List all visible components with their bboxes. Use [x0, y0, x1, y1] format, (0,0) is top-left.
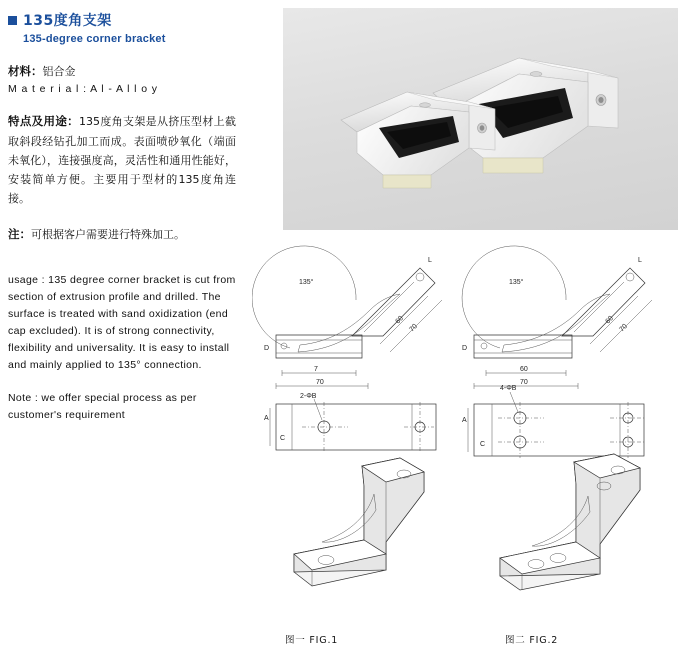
letter-L-fig2: L: [638, 257, 642, 264]
letter-C-fig1-plan: C: [280, 435, 286, 442]
dim-60-bottom-fig2: 60: [520, 366, 528, 373]
technical-drawings: [252, 240, 682, 645]
product-photo: [283, 8, 678, 230]
bracket-front: [341, 92, 495, 188]
fig2-caption: 图二 FIG.2: [505, 635, 559, 646]
fig2-plan-view: [462, 385, 644, 458]
dim-70-fig2: 70: [618, 322, 629, 334]
bullet-square-icon: [8, 16, 17, 25]
letter-A-fig1-plan: A: [264, 415, 269, 422]
title-chinese: 135度角支架: [23, 13, 112, 29]
fig1-plan-view: [264, 393, 436, 452]
fig1-side-view: [252, 246, 442, 389]
letter-C-fig2-plan: C: [480, 441, 486, 448]
material-line-en: M a t e r i a l : A l - A l l o y: [8, 83, 158, 96]
note-text-cn: 可根据客户需要进行特殊加工。: [31, 227, 185, 241]
letter-L-fig1: L: [428, 257, 432, 264]
dim-60-fig2: 60: [604, 314, 615, 326]
dim-7-fig1: 7: [314, 366, 318, 373]
angle-label-1: 135°: [299, 279, 314, 286]
dim-70-fig1: 70: [408, 322, 419, 334]
material-value-cn: 铝合金: [42, 66, 76, 78]
letter-A-fig2-plan: A: [462, 417, 467, 424]
dim-60-fig1: 60: [394, 314, 405, 326]
usage-text-cn: 135度角支架是从挤压型材上截取斜段经钻孔加工而成。表面喷砂氧化（端面未氧化），连接强度高，灵活性和通用性能好，安装简单方便。主要用于型材的135度角连接。: [8, 115, 236, 206]
usage-paragraph-cn: [8, 111, 236, 208]
note-label-cn: 注：: [8, 226, 31, 241]
material-line-cn: [8, 63, 248, 81]
angle-label-2: 135°: [509, 279, 524, 286]
dim-70-bottom-fig1: 70: [316, 379, 324, 386]
page-title: [8, 10, 248, 30]
hole-label-2: 2-ΦB: [300, 393, 317, 400]
dim-70-bottom-fig2: 70: [520, 379, 528, 386]
drawings-svg: [252, 240, 682, 630]
fig1-isometric: [294, 458, 424, 586]
note-paragraph-en: Note : we offer special process as per customer's requirement: [8, 392, 197, 422]
product-photo-illustration: [283, 8, 678, 230]
hole-label-4: 4-ΦB: [500, 385, 517, 392]
material-block: [8, 63, 248, 97]
letter-D-fig2: D: [462, 345, 468, 352]
usage-paragraph-en: usage : 135 degree corner bracket is cut from section of extrusion profile and drilled. The surface is treated with sand oxidization (end cap excluded). It is of strong connectivity, flexibility and universality. It is easy to install and mainly applied to 135° connection.: [8, 274, 236, 372]
note-paragraph-cn: [8, 225, 248, 245]
fig2-isometric: [500, 454, 640, 590]
title-english: 135-degree corner bracket: [23, 33, 166, 45]
left-text-column: [8, 10, 248, 424]
letter-D-fig1: D: [264, 345, 270, 352]
material-label-cn: 材料：: [8, 64, 43, 78]
fig2-side-view: [462, 246, 652, 389]
fig1-caption: 图一 FIG.1: [285, 635, 339, 646]
usage-label-cn: 特点及用途：: [8, 114, 79, 129]
